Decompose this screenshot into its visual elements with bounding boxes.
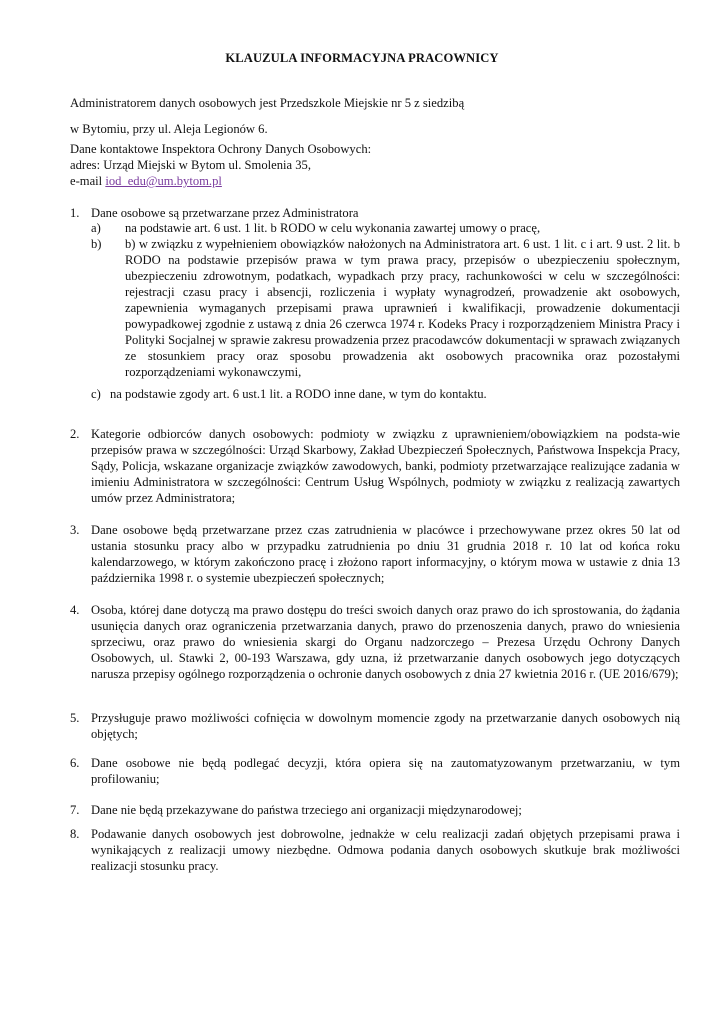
item-4-number: 4. [70,603,80,617]
intro-line-1: Administratorem danych osobowych jest Przedszkole Miejskie nr 5 z siedzibą [70,96,465,110]
item-6-text: Dane osobowe nie będą podlegać decyzji, która opiera się na zautomatyzowanym przetwarzaniu, w tym profilowaniu; [91,756,680,786]
item-3-number: 3. [70,523,80,537]
email-link[interactable]: iod_edu@um.bytom.pl [105,174,222,188]
item-8-number: 8. [70,827,80,841]
item-1a-text: na podstawie art. 6 ust. 1 lit. b RODO w celu wykonania zawartej umowy o pracę, [125,221,541,235]
item-1a-letter: a) [91,221,101,235]
iod-email-line [70,173,680,189]
item-7-text: Dane nie będą przekazywane do państwa trzeciego ani organizacji międzynarodowej; [91,803,522,817]
item-2-number: 2. [70,427,80,441]
item-7-number: 7. [70,803,80,817]
item-1b-text: b) w związku z wypełnieniem obowiązków nałożonych na Administratora art. 6 ust. 1 lit. c i art. 9 ust. 2 lit. b RODO na podstawie przepisów prawa w tym prawa pracy, przepisów o ubezpieczeniu społecznym, ubezpieczeniu zdrowotnym, podatkach, wypadkach przy pracy, rachunkowości w celu w szczególności: rejestracji czasu pracy i absencji, rozliczenia i wypłaty wynagrodzeń, prowadzenie akt osobowych, zapewnienia wymaganych przepisami prawa uprawnień i kwalifikacji, prowadzenie dokumentacji powypadkowej zgodnie z ustawą z dnia 26 czerwca 1974 r. Kodeks Pracy i rozporządzeniem Ministra Pracy i Polityki Socjalnej w sprawie zakresu prowadzenia przez pracodawców dokumentacji w sprawach związanych ze stosunkiem pracy oraz sposobu prowadzenia akt osobowych pracownika oraz pozostałymi rozporządzeniami wykonawczymi, [125,237,680,379]
item-5-text: Przysługuje prawo możliwości cofnięcia w dowolnym momencie zgody na przetwarzanie danych osobowych nią objętych; [91,711,680,741]
item-6-number: 6. [70,756,80,770]
item-3-text: Dane osobowe będą przetwarzane przez czas zatrudnienia w placówce i przechowywane przez okres 50 lat od ustania stosunku pracy albo w przypadku zatrudnienia po dniu 31 grudnia 2018 r. 10 lat od końca roku kalendarzowego, w którym zakończono pracę i złożono raport informacyjny, o którym mowa w ustawie z dnia 13 października 1998 r. o systemie ubezpieczeń społecznych; [91,523,680,585]
iod-address: adres: Urząd Miejski w Bytom ul. Smolenia 35, [70,158,311,172]
document-title: KLAUZULA INFORMACYJNA PRACOWNICY [225,51,499,65]
item-1-number: 1. [70,206,80,220]
item-4-text: Osoba, której dane dotyczą ma prawo dostępu do treści swoich danych oraz prawo do ich sprostowania, do żądania usunięcia danych oraz ograniczenia przetwarzania danych, prawo do przenoszenia danych, prawo do wniesienia sprzeciwu, oraz prawo do wniesienia skargi do Organu nadzorczego – Prezesa Urzędu Ochrony Danych Osobowych, ul. Stawki 2, 00-193 Warszawa, gdy uzna, iż przetwarzanie danych osobowych jego dotyczących narusza przepisy ogólnego rozporządzenia o ochronie danych osobowych z dnia 27 kwietnia 2016 r. (UE 2016/679); [91,603,680,681]
intro-line-2: w Bytomiu, przy ul. Aleja Legionów 6. [70,122,268,136]
item-8-text: Podawanie danych osobowych jest dobrowolne, jednakże w celu realizacji zadań objętych przepisami prawa i wynikających z realizacji umowy niezbędne. Odmowa podania danych osobowych skutkuje brak możliwości realizacji stosunku pracy. [91,827,680,873]
item-2-text: Kategorie odbiorców danych osobowych: podmioty w związku z uprawnieniem/obowiązkiem na podsta-wie przepisów prawa w szczególności: Urząd Skarbowy, Zakład Ubezpieczeń Społecznych, Państwowa Inspekcja Pracy, Sądy, Policja, wskazane organizacje związków zawodowych, banki, podmioty przetwarzające realizujące zadania w imieniu Administratora w szczególności: Centrum Usług Wspólnych, podmioty w związku z realizacją zawartych umów przez Administratora; [91,427,680,505]
iod-label: Dane kontaktowe Inspektora Ochrony Danych Osobowych: [70,142,372,156]
item-5-number: 5. [70,711,80,725]
item-1c-letter: c) [91,387,101,401]
email-label: e-mail [70,174,106,188]
item-1-text: Dane osobowe są przetwarzane przez Administratora [91,206,359,220]
item-1b-letter: b) [91,237,102,251]
item-1c-text: na podstawie zgody art. 6 ust.1 lit. a RODO inne dane, w tym do kontaktu. [110,387,487,401]
